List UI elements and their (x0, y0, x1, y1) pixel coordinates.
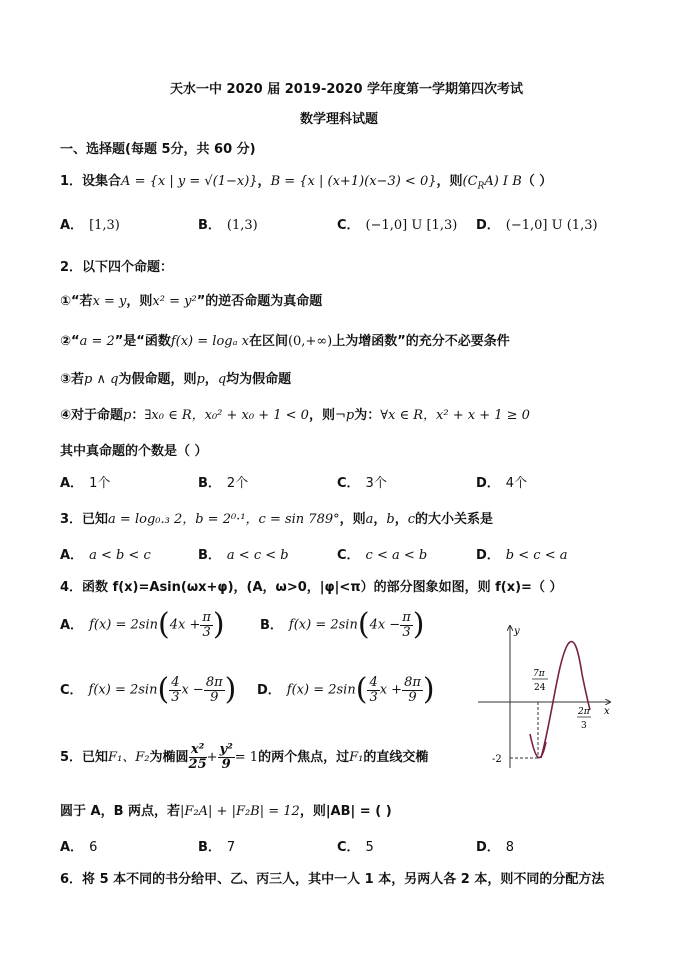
q4-option-b[interactable] (260, 607, 425, 642)
sine-curve (541, 642, 590, 758)
option-inner: x − (181, 682, 204, 698)
numerator: 8π (404, 674, 421, 690)
text: ， (373, 512, 387, 527)
math: F₁ (349, 750, 364, 765)
math: x = y (92, 294, 127, 309)
text: 上为增函数”的充分不必要条件 (332, 334, 510, 349)
q3-option-d[interactable] (476, 544, 567, 563)
option-label: A． (60, 476, 84, 491)
option-prefix: f(x) = 2sin (88, 682, 158, 698)
option-label: C． (337, 218, 360, 233)
denominator: 3 (202, 624, 211, 640)
option-prefix: f(x) = 2sin (89, 617, 158, 633)
q2-proposition-4 (60, 404, 530, 423)
coefficient-fraction (169, 676, 181, 705)
q4-option-a[interactable] (60, 607, 225, 642)
option-value: 7 (226, 840, 236, 855)
denominator: 9 (210, 689, 219, 705)
text: ③若 (60, 372, 85, 387)
q2-proposition-1 (60, 290, 322, 309)
math: b (386, 512, 395, 527)
option-label: B． (198, 548, 221, 563)
q1-set-a: A = {x | y = √(1−x)} (121, 174, 258, 189)
right-paren: ) (224, 672, 237, 707)
exam-subtitle: 数学理科试题 (300, 112, 379, 127)
denominator: 25 (188, 757, 207, 772)
option-value: (1,3) (226, 218, 258, 233)
option-value: c < a < b (365, 548, 428, 563)
ellipse-term-y (218, 743, 235, 772)
option-label: A． (60, 617, 84, 633)
tick1-denominator: 24 (534, 683, 546, 693)
text: ， (204, 372, 218, 387)
q5-option-d[interactable] (476, 836, 514, 855)
fraction (200, 611, 213, 640)
min-value-label: -2 (492, 754, 502, 765)
q2-option-d[interactable] (476, 472, 527, 491)
option-label: A． (60, 840, 84, 855)
text: 5．已知 (60, 750, 109, 765)
text: ，则 (126, 294, 153, 309)
math: p ∧ q (84, 372, 119, 387)
question-2: 2．以下四个命题： (60, 260, 174, 275)
q1-set-b: B = {x | (x+1)(x−3) < 0} (270, 174, 437, 189)
text: ： (131, 408, 145, 423)
y-axis-label: y (514, 626, 520, 637)
q1-option-d[interactable] (476, 214, 598, 233)
right-paren: ) (212, 607, 225, 642)
q1-stem: 1．设集合 (60, 174, 122, 189)
math: q (217, 372, 227, 387)
text: 的两个焦点，过 (258, 750, 350, 765)
denominator: 3 (369, 689, 378, 705)
q3-option-b[interactable] (198, 544, 289, 563)
fraction (402, 676, 423, 705)
option-value: 2个 (226, 476, 249, 491)
option-label: C． (60, 682, 83, 698)
q5-option-a[interactable] (60, 836, 97, 855)
option-label: B． (198, 218, 221, 233)
math: ¬p (334, 408, 355, 423)
q5-line-2 (60, 800, 392, 819)
option-label: D． (476, 548, 500, 563)
option-inner: 4x − (369, 617, 401, 633)
text: ①“若 (60, 294, 93, 309)
math: x² = y² (152, 294, 197, 309)
q2-option-c[interactable] (337, 472, 387, 491)
q1-then: ，则 (436, 174, 463, 189)
option-value: [1,3) (89, 218, 120, 233)
math: (0,+∞) (287, 334, 333, 349)
plus-sign: + (206, 750, 218, 765)
option-label: B． (198, 476, 221, 491)
option-label: D． (257, 682, 281, 698)
numerator: x² (189, 743, 207, 758)
text: ”是“函数 (114, 334, 171, 349)
question-5 (60, 740, 428, 776)
coefficient-fraction (367, 676, 379, 705)
left-paren: ( (357, 607, 370, 642)
option-label: C． (337, 476, 360, 491)
math: F₁、F₂ (108, 750, 150, 765)
text: 圆于 A，B 两点，若 (60, 804, 181, 819)
q5-option-b[interactable] (198, 836, 235, 855)
option-inner: 4x + (169, 617, 201, 633)
math: a (365, 512, 374, 527)
option-value: 8 (505, 840, 515, 855)
q1-option-b[interactable] (198, 214, 258, 233)
text: ，则 (339, 512, 366, 527)
exam-title: 天水一中 2020 届 2019-2020 学年度第一学期第四次考试 (170, 82, 524, 97)
text: ，则 (308, 408, 335, 423)
q2-proposition-2 (60, 330, 510, 349)
numerator: π (202, 609, 211, 625)
q1-option-c[interactable] (337, 214, 457, 233)
numerator: 4 (369, 674, 378, 690)
q5-option-c[interactable] (337, 836, 374, 855)
option-label: D． (476, 218, 500, 233)
denominator: 9 (221, 757, 231, 772)
option-label: B． (260, 617, 283, 633)
option-label: D． (476, 476, 500, 491)
equals: = 1 (234, 750, 259, 765)
option-value: (−1,0] U (1,3) (505, 218, 598, 233)
q4-function-graph (478, 622, 614, 772)
q2-ask: 其中真命题的个数是（ ） (60, 444, 208, 459)
left-paren: ( (157, 672, 170, 707)
option-label: C． (337, 840, 360, 855)
option-label: B． (198, 840, 221, 855)
numerator: π (402, 609, 411, 625)
text: 均为假命题 (226, 372, 292, 387)
math: a = 2 (79, 334, 115, 349)
numerator: 4 (171, 674, 180, 690)
option-value: (−1,0] U [1,3) (365, 218, 458, 233)
q2-option-a[interactable] (60, 472, 110, 491)
option-value: b < c < a (505, 548, 568, 563)
math: ∀x ∈ R，x² + x + 1 ≥ 0 (380, 408, 530, 423)
numerator: y² (219, 742, 233, 757)
denominator: 9 (408, 689, 417, 705)
text: 在区间 (248, 334, 288, 349)
text: ， (394, 512, 408, 527)
option-prefix: f(x) = 2sin (286, 682, 356, 698)
option-label: A． (60, 218, 84, 233)
q4-option-c[interactable] (60, 672, 236, 709)
question-6: 6．将 5 本不同的书分给甲、乙、丙三人，其中一人 1 本，另两人各 2 本，则不同的分配方法 (60, 872, 605, 887)
x-axis-label: x (604, 706, 610, 717)
right-paren: ) (422, 672, 435, 707)
option-value: a < c < b (226, 548, 289, 563)
q1-expr-sub: R (477, 181, 485, 192)
question-1 (60, 170, 552, 192)
option-value: 1个 (89, 476, 111, 491)
text: 的大小关系是 (415, 512, 494, 527)
q3-option-c[interactable] (337, 544, 427, 563)
text: 为： (354, 408, 381, 423)
q1-expr-end: A) I B (484, 174, 522, 189)
text: ”的逆否命题为真命题 (196, 294, 323, 309)
q4-option-d[interactable] (257, 672, 435, 709)
tick2-numerator: 2π (578, 707, 590, 717)
math: a = log₀.₃ 2，b = 2⁰·¹，c = sin 789° (108, 512, 340, 527)
option-label: D． (476, 840, 500, 855)
question-3 (60, 508, 493, 527)
option-prefix: f(x) = 2sin (288, 617, 358, 633)
question-4: 4．函数 f(x)=Asin(ωx+φ)，(A，ω>0，|φ|<π）的部分图象如图，则 f(x)=（ ） (60, 580, 563, 595)
text: 为假命题，则 (118, 372, 197, 387)
left-paren: ( (355, 672, 368, 707)
option-value: 6 (89, 840, 98, 855)
option-label: C． (337, 548, 360, 563)
q2-proposition-3 (60, 368, 291, 387)
option-value: 3个 (365, 476, 387, 491)
q2-option-b[interactable] (198, 472, 248, 491)
option-value: 5 (365, 840, 374, 855)
numerator: 8π (205, 674, 223, 690)
option-label: A． (60, 548, 84, 563)
left-paren: ( (157, 607, 170, 642)
math: c (407, 512, 416, 527)
q1-comma: ， (257, 174, 271, 189)
text: ④对于命题 (60, 408, 124, 423)
option-inner: x + (379, 682, 403, 698)
math: ∃x₀ ∈ R，x₀² + x₀ + 1 < 0 (144, 408, 309, 423)
tick2-denominator: 3 (581, 721, 587, 731)
denominator: 3 (402, 624, 411, 640)
fraction (204, 676, 225, 705)
text: 3．已知 (60, 512, 109, 527)
denominator: 3 (171, 689, 180, 705)
math: p (196, 372, 205, 387)
ellipse-term-x (189, 743, 207, 772)
option-value: 4个 (505, 476, 528, 491)
right-paren: ) (412, 607, 425, 642)
fraction (400, 611, 413, 640)
math: p (123, 408, 132, 423)
q1-option-a[interactable] (60, 214, 120, 233)
q1-blank: （ ） (521, 174, 553, 189)
q1-expr: (C (462, 174, 478, 189)
math: f(x) = logₐ x (170, 334, 249, 349)
option-value: a < b < c (89, 548, 151, 563)
math: |F₂A| + |F₂B| = 12 (180, 804, 300, 819)
text: ②“ (60, 334, 80, 349)
section-heading: 一、选择题(每题 5分，共 60 分) (60, 142, 256, 157)
q3-option-a[interactable] (60, 544, 151, 563)
tick1-numerator: 7π (533, 669, 545, 679)
text: ，则|AB| = ( ) (299, 804, 392, 819)
text: 的直线交椭 (363, 750, 429, 765)
text: 为椭圆 (149, 750, 189, 765)
